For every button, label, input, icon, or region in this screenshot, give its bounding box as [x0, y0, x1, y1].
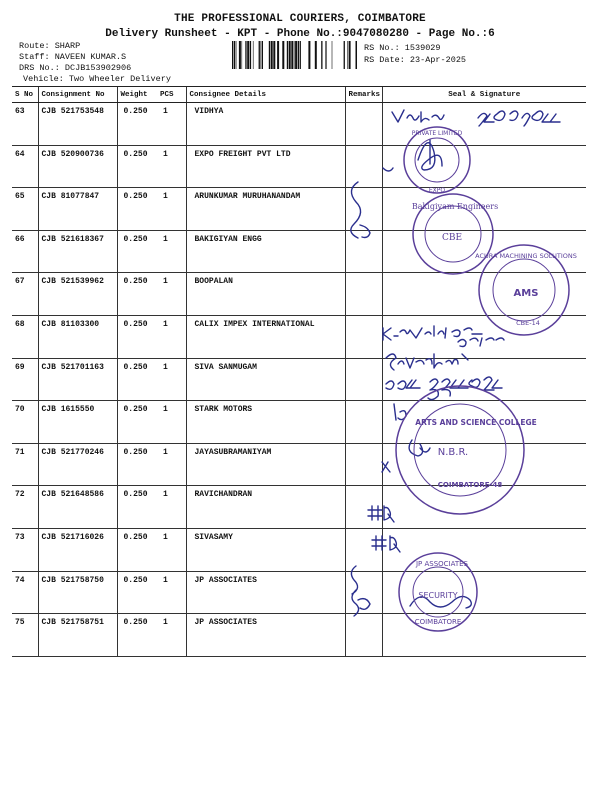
cell-seal-signature: [382, 443, 586, 486]
cell-remarks: [345, 315, 382, 358]
rs-date: RS Date: 23-Apr-2025: [364, 55, 467, 65]
svg-text:SECURITY: SECURITY: [418, 591, 458, 600]
svg-text:CBE: CBE: [441, 233, 463, 243]
barcode-bar: [259, 41, 260, 69]
cell-weight: 0.250: [117, 614, 157, 657]
cell-sno: 64: [12, 145, 38, 188]
cell-pcs: 1: [157, 571, 186, 614]
cell-seal-signature: [382, 145, 586, 188]
col-weight: Weight: [117, 87, 157, 103]
table-row: [12, 273, 586, 316]
barcode-bar: [253, 41, 254, 69]
col-consignee: Consignee Details: [186, 87, 345, 103]
cell-consignee: JAYASUBRAMANIYAM: [186, 443, 345, 486]
svg-text:N.B.R.: N.B.R.: [437, 447, 469, 458]
cell-consignee: JP ASSOCIATES: [186, 571, 345, 614]
cell-consignment-no: CJB 521539962: [38, 273, 117, 316]
cell-consignment-no: CJB 521618367: [38, 230, 117, 273]
barcode-bar: [269, 41, 270, 69]
cell-weight: 0.250: [117, 486, 157, 529]
svg-text:PRIVATE LIMITED: PRIVATE LIMITED: [411, 130, 463, 137]
staff-label: Staff: NAVEEN KUMAR.S: [19, 52, 127, 62]
cell-pcs: 1: [157, 188, 186, 231]
cell-pcs: 1: [157, 486, 186, 529]
cell-consignee: JP ASSOCIATES: [186, 614, 345, 657]
cell-weight: 0.250: [117, 103, 157, 146]
table-row: [12, 571, 586, 614]
cell-pcs: 1: [157, 614, 186, 657]
cell-remarks: [345, 528, 382, 571]
svg-text:EXPO: EXPO: [428, 187, 446, 194]
cell-sno: 70: [12, 401, 38, 444]
barcode-bar: [236, 41, 237, 69]
barcode-bar: [287, 41, 288, 69]
runsheet-table: [12, 86, 586, 657]
barcode-bar: [271, 41, 273, 69]
cell-pcs: 1: [157, 103, 186, 146]
col-remarks: Remarks: [345, 87, 382, 103]
col-sno: S No: [12, 87, 38, 103]
barcode-bar: [247, 41, 249, 69]
cell-weight: 0.250: [117, 401, 157, 444]
cell-seal-signature: [382, 486, 586, 529]
cell-consignee: STARK MOTORS: [186, 401, 345, 444]
cell-remarks: [345, 401, 382, 444]
cell-seal-signature: [382, 188, 586, 231]
barcode-bar: [295, 41, 297, 69]
cell-pcs: 1: [157, 230, 186, 273]
cell-consignee: RAVICHANDRAN: [186, 486, 345, 529]
barcode-bar: [245, 41, 246, 69]
cell-seal-signature: [382, 103, 586, 146]
table-row: [12, 486, 586, 529]
cell-sno: 66: [12, 230, 38, 273]
svg-text:COIMBATORE: COIMBATORE: [414, 618, 462, 626]
barcode-bar: [282, 41, 284, 69]
barcode-bar: [250, 41, 251, 69]
barcode-bar: [356, 41, 358, 69]
table-row: [12, 614, 586, 657]
barcode-bar: [261, 41, 262, 69]
vehicle-label: Vehicle: Two Wheeler Delivery: [23, 74, 171, 84]
cell-consignee: ARUNKUMAR MURUHANANDAM: [186, 188, 345, 231]
cell-sno: 73: [12, 528, 38, 571]
cell-consignee: VIDHYA: [186, 103, 345, 146]
cell-consignee: SIVASAMY: [186, 528, 345, 571]
cell-weight: 0.250: [117, 315, 157, 358]
barcode-bar: [315, 41, 317, 69]
cell-consignee: BOOPALAN: [186, 273, 345, 316]
table-row: [12, 315, 586, 358]
cell-consignment-no: CJB 521648586: [38, 486, 117, 529]
route-label: Route: SHARP: [19, 41, 81, 51]
table-row: [12, 528, 586, 571]
cell-remarks: [345, 486, 382, 529]
cell-pcs: 1: [157, 401, 186, 444]
cell-consignment-no: CJB 521753548: [38, 103, 117, 146]
barcode-bar: [234, 41, 235, 69]
barcode-bar: [321, 41, 322, 69]
barcode-bar: [326, 41, 327, 69]
cell-pcs: 1: [157, 443, 186, 486]
cell-seal-signature: [382, 571, 586, 614]
table-header-row: [12, 87, 586, 103]
cell-weight: 0.250: [117, 528, 157, 571]
cell-seal-signature: [382, 315, 586, 358]
svg-text:JP ASSOCIATES: JP ASSOCIATES: [415, 560, 469, 568]
table-row: [12, 358, 586, 401]
cell-weight: 0.250: [117, 188, 157, 231]
cell-seal-signature: [382, 614, 586, 657]
barcode-bar: [291, 41, 293, 69]
cell-sno: 69: [12, 358, 38, 401]
cell-remarks: [345, 145, 382, 188]
col-consignment: Consignment No: [38, 87, 117, 103]
cell-weight: 0.250: [117, 571, 157, 614]
table-row: [12, 188, 586, 231]
barcode-bar: [308, 41, 310, 69]
barcode-bar: [232, 41, 233, 69]
cell-consignment-no: CJB 521758751: [38, 614, 117, 657]
barcode-bar: [294, 41, 295, 69]
cell-remarks: [345, 443, 382, 486]
svg-text:AMS: AMS: [513, 288, 539, 299]
col-pcs: PCS: [157, 87, 186, 103]
svg-text:COIMBATORE-48: COIMBATORE-48: [437, 481, 503, 489]
cell-sno: 75: [12, 614, 38, 657]
cell-consignee: CALIX IMPEX INTERNATIONAL: [186, 315, 345, 358]
table-row: [12, 103, 586, 146]
barcode-bar: [239, 41, 241, 69]
barcode-bar: [325, 41, 326, 69]
barcode-bar: [349, 41, 351, 69]
cell-consignment-no: CJB 521716026: [38, 528, 117, 571]
cell-seal-signature: [382, 528, 586, 571]
cell-pcs: 1: [157, 145, 186, 188]
table-row: [12, 230, 586, 273]
cell-sno: 65: [12, 188, 38, 231]
svg-text:ARTS AND SCIENCE COLLEGE: ARTS AND SCIENCE COLLEGE: [415, 418, 537, 427]
cell-pcs: 1: [157, 273, 186, 316]
barcode-bar: [262, 41, 263, 69]
cell-weight: 0.250: [117, 230, 157, 273]
cell-consignment-no: CJB 81103300: [38, 315, 117, 358]
table-row: [12, 145, 586, 188]
cell-weight: 0.250: [117, 443, 157, 486]
barcode-bar: [347, 41, 348, 69]
cell-sno: 68: [12, 315, 38, 358]
col-seal-signature: Seal & Signature: [382, 87, 586, 103]
cell-consignment-no: CJB 520900736: [38, 145, 117, 188]
table-row: [12, 401, 586, 444]
cell-pcs: 1: [157, 315, 186, 358]
cell-weight: 0.250: [117, 145, 157, 188]
cell-remarks: [345, 188, 382, 231]
cell-remarks: [345, 230, 382, 273]
document-subtitle: Delivery Runsheet - KPT - Phone No.:9047080280 - Page No.:6: [105, 28, 495, 40]
svg-text:Bakigiyam Engineers: Bakigiyam Engineers: [411, 202, 499, 211]
cell-consignee: EXPO FREIGHT PVT LTD: [186, 145, 345, 188]
barcode-bar: [273, 41, 275, 69]
document-title: THE PROFESSIONAL COURIERS, COIMBATORE: [174, 13, 426, 25]
cell-sno: 63: [12, 103, 38, 146]
barcode-bar: [242, 41, 243, 69]
cell-consignment-no: CJB 521758750: [38, 571, 117, 614]
cell-consignment-no: CJB 1615550: [38, 401, 117, 444]
cell-consignee: BAKIGIYAN ENGG: [186, 230, 345, 273]
barcode: [232, 41, 357, 69]
cell-seal-signature: [382, 273, 586, 316]
cell-remarks: [345, 358, 382, 401]
svg-text:ACURA MACHINING SOLUTIONS: ACURA MACHINING SOLUTIONS: [475, 252, 577, 260]
cell-seal-signature: [382, 401, 586, 444]
barcode-bar: [298, 41, 299, 69]
cell-sno: 71: [12, 443, 38, 486]
cell-consignment-no: CJB 521701163: [38, 358, 117, 401]
cell-remarks: [345, 614, 382, 657]
barcode-bar: [289, 41, 291, 69]
cell-pcs: 1: [157, 528, 186, 571]
cell-remarks: [345, 273, 382, 316]
cell-pcs: 1: [157, 358, 186, 401]
barcode-bar: [344, 41, 345, 69]
barcode-bar: [332, 41, 333, 69]
barcode-bar: [277, 41, 279, 69]
cell-remarks: [345, 103, 382, 146]
svg-text:CBE-14: CBE-14: [516, 319, 540, 327]
table-row: [12, 443, 586, 486]
barcode-bar: [300, 41, 301, 69]
cell-sno: 74: [12, 571, 38, 614]
cell-weight: 0.250: [117, 358, 157, 401]
cell-consignment-no: CJB 81077847: [38, 188, 117, 231]
cell-weight: 0.250: [117, 273, 157, 316]
cell-sno: 67: [12, 273, 38, 316]
cell-seal-signature: [382, 230, 586, 273]
cell-sno: 72: [12, 486, 38, 529]
cell-seal-signature: [382, 358, 586, 401]
cell-consignee: SIVA SANMUGAM: [186, 358, 345, 401]
cell-remarks: [345, 571, 382, 614]
cell-consignment-no: CJB 521770246: [38, 443, 117, 486]
rs-number: RS No.: 1539029: [364, 43, 441, 53]
drs-label: DRS No.: DCJB153902906: [19, 63, 132, 73]
